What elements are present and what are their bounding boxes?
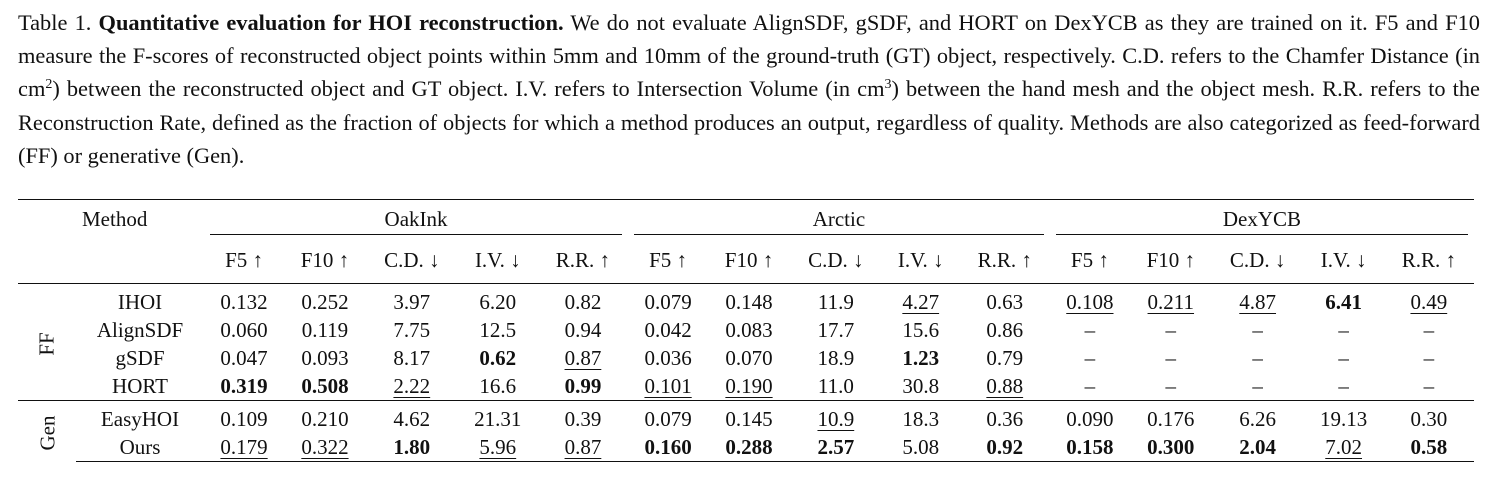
table-cell bbox=[708, 401, 790, 434]
table-cell bbox=[366, 316, 458, 344]
cell-value: 0.109 bbox=[220, 407, 268, 431]
metric-header-oakink-4: R.R. ↑ bbox=[555, 248, 611, 272]
cell-value: 0.190 bbox=[725, 374, 773, 398]
cell-value: 0.82 bbox=[564, 290, 602, 314]
cell-value: 0.94 bbox=[564, 318, 602, 342]
cell-value: 30.8 bbox=[902, 374, 940, 398]
cell-value: 3.97 bbox=[393, 290, 431, 314]
table-cell bbox=[1050, 284, 1130, 317]
table-cell bbox=[960, 344, 1050, 372]
dataset-header-arctic: Arctic bbox=[628, 200, 1050, 239]
metric-header-dexycb-4: R.R. ↑ bbox=[1401, 248, 1456, 272]
cell-value: 0.36 bbox=[986, 407, 1024, 431]
cell-value: – bbox=[1338, 346, 1349, 370]
table-cell bbox=[458, 284, 538, 317]
table-row bbox=[18, 401, 1474, 434]
method-name: Ours bbox=[76, 433, 204, 462]
method-header-cell bbox=[76, 238, 204, 284]
cell-value: 4.62 bbox=[393, 407, 431, 431]
table-cell bbox=[458, 316, 538, 344]
cell-value: 5.96 bbox=[479, 435, 517, 459]
cell-value: – bbox=[1338, 374, 1349, 398]
table-cell bbox=[538, 316, 628, 344]
table-cell bbox=[204, 401, 284, 434]
table-cell bbox=[790, 401, 882, 434]
table-cell bbox=[708, 372, 790, 401]
table-cell bbox=[708, 433, 790, 462]
cell-value: 0.86 bbox=[986, 318, 1024, 342]
table-cell bbox=[458, 433, 538, 462]
cell-value: 0.300 bbox=[1147, 435, 1195, 459]
cell-value: 11.9 bbox=[817, 290, 854, 314]
method-header: Method bbox=[76, 200, 204, 239]
cell-value: 0.49 bbox=[1410, 290, 1448, 314]
table-cell bbox=[284, 284, 366, 317]
table-caption bbox=[18, 6, 1480, 172]
category-header-cell bbox=[18, 238, 76, 284]
cell-value: 0.87 bbox=[564, 435, 602, 459]
cell-value: 15.6 bbox=[902, 318, 940, 342]
cell-value: 0.119 bbox=[301, 318, 349, 342]
table-cell bbox=[204, 344, 284, 372]
cell-value: 0.101 bbox=[644, 374, 692, 398]
cell-value: – bbox=[1084, 374, 1096, 398]
table-cell bbox=[790, 372, 882, 401]
table-cell bbox=[538, 344, 628, 372]
cell-value: – bbox=[1165, 318, 1177, 342]
cell-value: 6.41 bbox=[1325, 290, 1363, 314]
category-cell bbox=[18, 401, 76, 462]
cell-value: – bbox=[1423, 346, 1435, 370]
table-cell bbox=[1212, 372, 1304, 401]
metric-header-oakink-0: F5 ↑ bbox=[225, 248, 263, 272]
table-cell bbox=[882, 372, 960, 401]
table-cell bbox=[1050, 433, 1130, 462]
cell-value: 0.036 bbox=[644, 346, 692, 370]
cell-value: 0.079 bbox=[644, 407, 692, 431]
cell-value: 0.39 bbox=[564, 407, 602, 431]
table-row bbox=[18, 344, 1474, 372]
table-cell bbox=[790, 433, 882, 462]
table-cell bbox=[284, 372, 366, 401]
cell-value: – bbox=[1252, 318, 1263, 342]
cell-value: 0.079 bbox=[644, 290, 692, 314]
cell-value: 2.22 bbox=[393, 374, 431, 398]
cell-value: 0.070 bbox=[725, 346, 773, 370]
cell-value: 1.80 bbox=[393, 435, 431, 459]
metric-header-oakink-2: C.D. ↓ bbox=[384, 248, 440, 272]
table-cell bbox=[1130, 316, 1212, 344]
cell-value: 11.0 bbox=[817, 374, 854, 398]
cell-value: 0.179 bbox=[220, 435, 268, 459]
caption-label: Table 1. bbox=[18, 10, 92, 35]
metric-header-dexycb-3: I.V. ↓ bbox=[1320, 248, 1367, 272]
cell-value: 0.042 bbox=[644, 318, 692, 342]
table-cell bbox=[1212, 344, 1304, 372]
table-cell bbox=[284, 344, 366, 372]
caption-text-3: ) between the hand mesh and the object mesh. R.R. refers to the Reconstruction Rate, defined as the fraction of objects for which a method produces an output, regardless of quality. Methods are also categorized as feed-forward (FF) or generative (Gen). bbox=[18, 76, 1480, 168]
cell-value: 6.20 bbox=[479, 290, 517, 314]
metric-header-dexycb-1: F10 ↑ bbox=[1146, 248, 1196, 272]
table-cell bbox=[1050, 316, 1130, 344]
table-cell bbox=[790, 316, 882, 344]
table-cell bbox=[538, 433, 628, 462]
category-label: Gen bbox=[35, 415, 59, 451]
cell-value: 1.23 bbox=[902, 346, 940, 370]
table-cell bbox=[708, 284, 790, 317]
cell-value: 0.210 bbox=[301, 407, 349, 431]
method-name: IHOI bbox=[76, 284, 204, 317]
cell-value: 21.31 bbox=[474, 407, 522, 431]
cell-value: – bbox=[1252, 374, 1263, 398]
table-cell bbox=[1130, 433, 1212, 462]
table-cell bbox=[366, 372, 458, 401]
table-cell bbox=[458, 401, 538, 434]
table-cell bbox=[1304, 316, 1384, 344]
cell-value: 0.63 bbox=[986, 290, 1024, 314]
table-row bbox=[18, 433, 1474, 462]
cell-value: 0.060 bbox=[220, 318, 268, 342]
cell-value: 0.508 bbox=[301, 374, 349, 398]
category-cell bbox=[18, 284, 76, 401]
table-cell bbox=[882, 344, 960, 372]
cell-value: 17.7 bbox=[817, 318, 855, 342]
category-label: FF bbox=[34, 332, 59, 356]
cell-value: 0.319 bbox=[220, 374, 268, 398]
table-cell bbox=[790, 344, 882, 372]
cell-value: 0.58 bbox=[1410, 435, 1448, 459]
method-name: EasyHOI bbox=[76, 401, 204, 434]
table-cell bbox=[628, 372, 708, 401]
table-cell bbox=[204, 372, 284, 401]
table-cell bbox=[1130, 372, 1212, 401]
table-cell bbox=[1304, 372, 1384, 401]
caption-title: Quantitative evaluation for HOI reconstruction. bbox=[98, 10, 564, 35]
dataset-header-row bbox=[18, 200, 1474, 239]
table-row bbox=[18, 284, 1474, 317]
cell-value: 0.145 bbox=[725, 407, 773, 431]
table-cell bbox=[790, 284, 882, 317]
category-header-cell bbox=[18, 200, 76, 239]
table-row bbox=[18, 372, 1474, 401]
cell-value: – bbox=[1165, 346, 1177, 370]
cell-value: 0.62 bbox=[479, 346, 517, 370]
cell-value: 7.02 bbox=[1325, 435, 1363, 459]
table-cell bbox=[366, 284, 458, 317]
table-cell bbox=[366, 344, 458, 372]
cell-value: 0.047 bbox=[220, 346, 268, 370]
table-cell bbox=[1384, 316, 1474, 344]
cell-value: 0.158 bbox=[1066, 435, 1114, 459]
table-cell bbox=[1304, 344, 1384, 372]
cell-value: 2.57 bbox=[817, 435, 855, 459]
metric-header-dexycb-2: C.D. ↓ bbox=[1229, 248, 1286, 272]
cell-value: 0.083 bbox=[725, 318, 773, 342]
table-body bbox=[18, 284, 1474, 462]
cell-value: 0.093 bbox=[301, 346, 349, 370]
table-cell bbox=[708, 344, 790, 372]
table-cell bbox=[284, 401, 366, 434]
table-cell bbox=[960, 284, 1050, 317]
cell-value: 0.132 bbox=[220, 290, 268, 314]
table-cell bbox=[882, 316, 960, 344]
table-cell bbox=[1384, 344, 1474, 372]
table-cell bbox=[1050, 401, 1130, 434]
cell-value: 0.160 bbox=[644, 435, 692, 459]
table-cell bbox=[628, 316, 708, 344]
table-cell bbox=[628, 433, 708, 462]
table-cell bbox=[1384, 401, 1474, 434]
metric-header-arctic-1: F10 ↑ bbox=[724, 248, 774, 272]
table-cell bbox=[366, 433, 458, 462]
cell-value: 0.288 bbox=[725, 435, 773, 459]
cell-value: – bbox=[1338, 318, 1349, 342]
cell-value: 0.322 bbox=[301, 435, 349, 459]
cell-value: 18.3 bbox=[902, 407, 940, 431]
dataset-header-oakink: OakInk bbox=[204, 200, 628, 239]
table-cell bbox=[538, 401, 628, 434]
table-cell bbox=[1384, 372, 1474, 401]
cell-value: 0.99 bbox=[564, 374, 602, 398]
metric-header-row bbox=[18, 238, 1474, 284]
table-cell bbox=[1130, 344, 1212, 372]
cell-value: 0.108 bbox=[1066, 290, 1114, 314]
cell-value: 0.92 bbox=[986, 435, 1024, 459]
cell-value: – bbox=[1423, 374, 1435, 398]
table-cell bbox=[1384, 433, 1474, 462]
cell-value: 0.88 bbox=[986, 374, 1024, 398]
cell-value: 18.9 bbox=[817, 346, 855, 370]
table-cell bbox=[458, 372, 538, 401]
cell-value: 8.17 bbox=[393, 346, 431, 370]
table-cell bbox=[458, 344, 538, 372]
cell-value: 5.08 bbox=[902, 435, 940, 459]
dataset-header-dexycb: DexYCB bbox=[1050, 200, 1474, 239]
cell-value: 0.79 bbox=[986, 346, 1024, 370]
metric-header-oakink-1: F10 ↑ bbox=[300, 248, 350, 272]
method-name: HORT bbox=[112, 374, 168, 398]
table-cell bbox=[538, 372, 628, 401]
table-cell bbox=[1304, 433, 1384, 462]
cell-value: 0.090 bbox=[1066, 407, 1114, 431]
caption-text-2: ) between the reconstructed object and GT object. I.V. refers to Intersection Volume (in cm bbox=[52, 76, 885, 102]
table-cell bbox=[1212, 284, 1304, 317]
cell-value: 0.87 bbox=[564, 346, 602, 370]
metric-header-arctic-3: I.V. ↓ bbox=[897, 248, 944, 272]
table-cell bbox=[284, 433, 366, 462]
table-cell bbox=[366, 401, 458, 434]
cell-value: – bbox=[1423, 318, 1435, 342]
table-cell bbox=[1050, 344, 1130, 372]
caption-text-1: We do not evaluate AlignSDF, gSDF, and HORT on DexYCB as they are trained on it. F5 and F10 measure the F-scores of reconstructed object points within 5mm and 10mm of the ground-truth (GT) object, respectively. C.D. refers to the Chamfer Distance (in cm bbox=[18, 10, 1480, 102]
cell-value: 4.87 bbox=[1239, 290, 1277, 314]
table-cell bbox=[960, 433, 1050, 462]
metric-header-arctic-4: R.R. ↑ bbox=[977, 248, 1032, 272]
cell-value: 19.13 bbox=[1320, 407, 1368, 431]
cell-value: 2.04 bbox=[1239, 435, 1277, 459]
metric-header-arctic-0: F5 ↑ bbox=[649, 248, 688, 272]
table-cell bbox=[1212, 433, 1304, 462]
cell-value: – bbox=[1084, 346, 1096, 370]
metric-header-dexycb-0: F5 ↑ bbox=[1070, 248, 1109, 272]
table-cell bbox=[960, 401, 1050, 434]
metric-header-arctic-2: C.D. ↓ bbox=[808, 248, 864, 272]
table-row bbox=[18, 316, 1474, 344]
table-cell bbox=[1212, 316, 1304, 344]
table-cell bbox=[708, 316, 790, 344]
table-cell bbox=[882, 401, 960, 434]
table-cell bbox=[1130, 284, 1212, 317]
cell-value: 7.75 bbox=[393, 318, 431, 342]
table-cell bbox=[1304, 401, 1384, 434]
table-cell bbox=[204, 316, 284, 344]
cell-value: 0.252 bbox=[301, 290, 349, 314]
table-cell bbox=[538, 284, 628, 317]
table-cell bbox=[1212, 401, 1304, 434]
cell-value: 0.176 bbox=[1147, 407, 1195, 431]
cell-value: 0.148 bbox=[725, 290, 773, 314]
cell-value: 4.27 bbox=[902, 290, 940, 314]
table-cell bbox=[960, 372, 1050, 401]
method-name: gSDF bbox=[115, 346, 165, 370]
metric-header-oakink-3: I.V. ↓ bbox=[474, 248, 521, 272]
cell-value: 10.9 bbox=[817, 407, 855, 431]
table-cell bbox=[204, 433, 284, 462]
cell-value: 16.6 bbox=[479, 374, 517, 398]
table-cell bbox=[882, 284, 960, 317]
table-cell bbox=[628, 401, 708, 434]
cell-value: 0.211 bbox=[1147, 290, 1195, 314]
caption-sup-2: 3 bbox=[884, 77, 892, 93]
cell-value: 6.26 bbox=[1239, 407, 1277, 431]
table-cell bbox=[204, 284, 284, 317]
table-cell bbox=[1050, 372, 1130, 401]
cell-value: – bbox=[1084, 318, 1096, 342]
table-cell bbox=[1130, 401, 1212, 434]
cell-value: 0.30 bbox=[1410, 407, 1448, 431]
method-name: AlignSDF bbox=[96, 318, 184, 342]
table-cell bbox=[1304, 284, 1384, 317]
cell-value: – bbox=[1252, 346, 1263, 370]
table-cell bbox=[628, 284, 708, 317]
table-cell bbox=[882, 433, 960, 462]
table-cell bbox=[960, 316, 1050, 344]
results-table bbox=[18, 199, 1474, 462]
cell-value: – bbox=[1165, 374, 1177, 398]
table-cell bbox=[1384, 284, 1474, 317]
table-cell bbox=[284, 316, 366, 344]
caption-sup-1: 2 bbox=[45, 77, 53, 93]
cell-value: 12.5 bbox=[479, 318, 517, 342]
table-cell bbox=[628, 344, 708, 372]
